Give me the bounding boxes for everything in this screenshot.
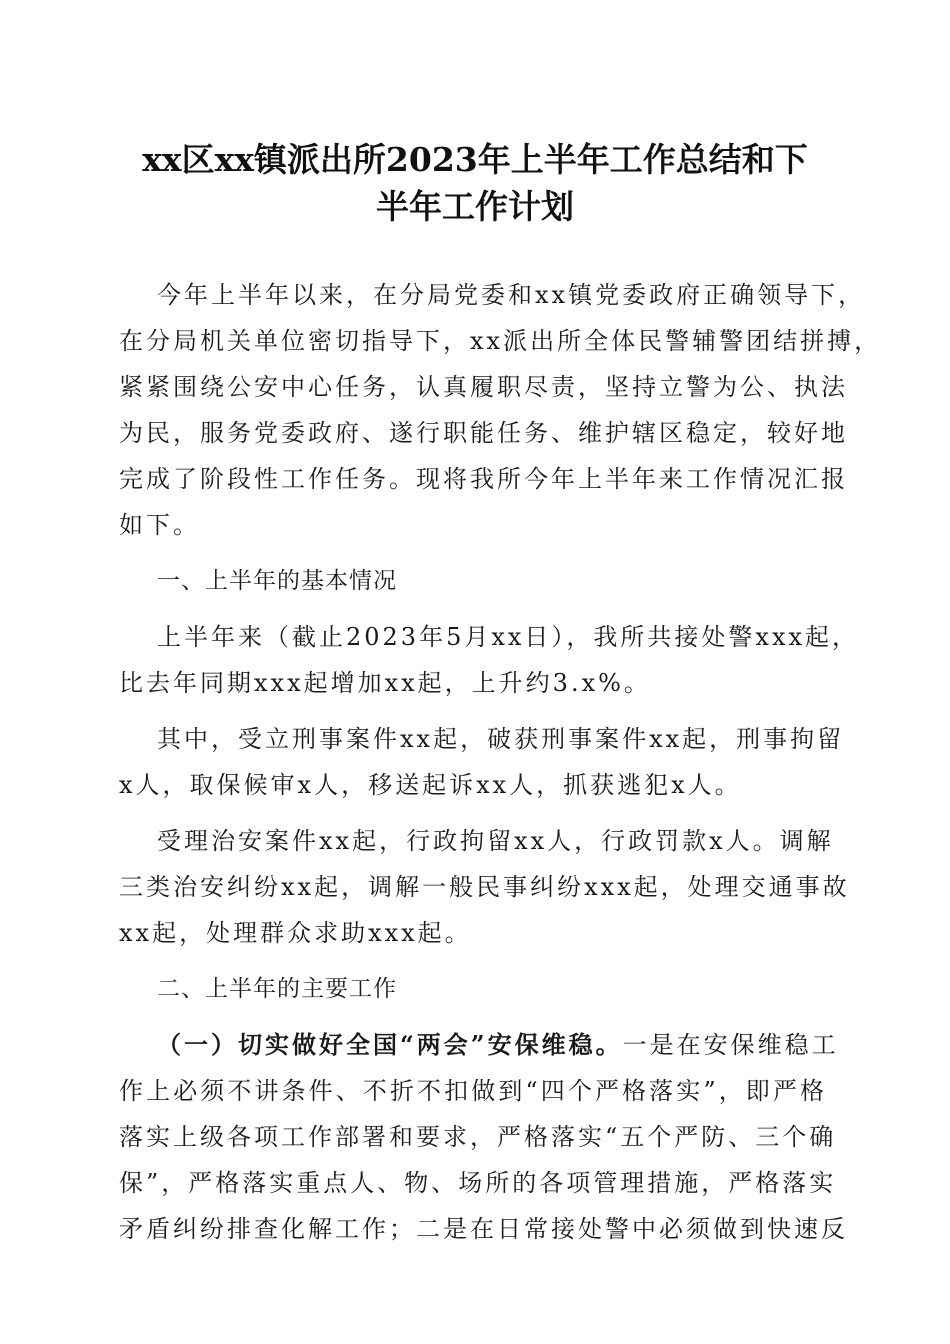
section-1-paragraph-1 [119,614,860,706]
paragraph-line: 三类治安纠纷xx起，调解一般民事纠纷xxx起，处理交通事故 [119,873,850,901]
paragraph-line: 受理治安案件xx起，行政拘留xx人，行政罚款x人。调解 [157,827,834,855]
title-line-1: xx区xx镇派出所2023年上半年工作总结和下 [142,140,808,179]
paragraph-line: xx起，处理群众求助xxx起。 [119,919,472,947]
intro-line: 为民，服务党委政府、遂行职能任务、维护辖区稳定，较好地 [119,419,848,447]
intro-paragraph [119,272,882,548]
intro-line: 完成了阶段性工作任务。现将我所今年上半年来工作情况汇报 [119,465,848,493]
paragraph-line: 矛盾纠纷排查化解工作；二是在日常接处警中必须做到快速反 [119,1215,848,1243]
paragraph-line: x人，取保候审x人，移送起诉xx人，抓获逃犯x人。 [119,771,742,799]
section-1-heading: 一、上半年的基本情况 [157,568,397,594]
paragraph-line [119,1022,839,1068]
paragraph-line: 上半年来（截止2023年5月xx日），我所共接处警xxx起， [157,623,860,651]
subsection-lead: （一）切实做好全国“两会”安保维稳。 [157,1030,623,1059]
intro-line: 今年上半年以来，在分局党委和xx镇党委政府正确领导下， [157,281,866,309]
paragraph-line: 保”，严格落实重点人、物、场所的各项管理措施，严格落实 [119,1169,837,1197]
section-1-paragraph-3 [119,818,850,956]
section-1-paragraph-2 [119,716,845,808]
paragraph-line: 作上必须不讲条件、不折不扣做到“四个严格落实”，即严格 [119,1077,827,1105]
document-title [100,136,850,230]
paragraph-line: 比去年同期xxx起增加xx起，上升约3.x%。 [119,669,651,697]
section-2-heading: 二、上半年的主要工作 [157,976,397,1002]
title-line-2: 半年工作计划 [376,187,574,226]
intro-line: 在分局机关单位密切指导下，xx派出所全体民警辅警团结拼搏， [119,327,882,355]
paragraph-line: 落实上级各项工作部署和要求，严格落实“五个严防、三个确 [119,1123,837,1151]
document-body [119,272,882,1252]
intro-line: 如下。 [119,511,200,539]
paragraph-text: 一是在安保维稳工 [622,1031,839,1059]
section-2-paragraph-1 [119,1022,848,1252]
paragraph-line: 其中，受立刑事案件xx起，破获刑事案件xx起，刑事拘留 [157,725,845,753]
intro-line: 紧紧围绕公安中心任务，认真履职尽责，坚持立警为公、执法 [119,373,848,401]
